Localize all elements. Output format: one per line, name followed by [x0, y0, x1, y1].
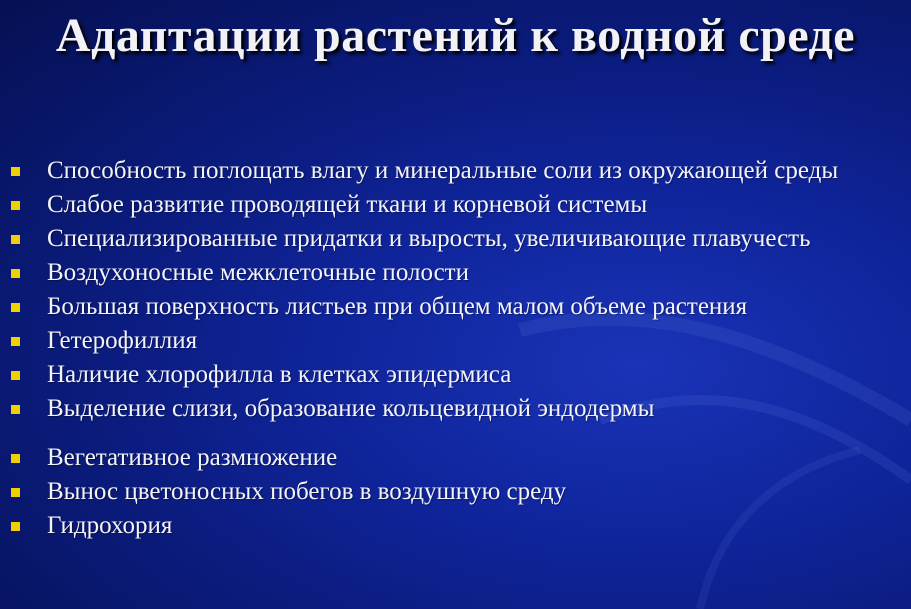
list-item-text: Слабое развитие проводящей ткани и корневой системы	[47, 191, 648, 218]
list-item-text: Выделение слизи, образование кольцевидной эндодермы	[47, 395, 655, 422]
bullet-list	[0, 157, 911, 546]
list-item-text: Вынос цветоносных побегов в воздушную среду	[47, 478, 567, 505]
square-bullet-icon	[11, 454, 20, 463]
list-item	[0, 293, 911, 320]
square-bullet-icon	[11, 235, 20, 244]
list-item-text: Способность поглощать влагу и минеральные соли из окружающей среды	[47, 157, 839, 184]
list-item-text: Гетерофиллия	[47, 327, 198, 354]
list-item	[0, 191, 911, 218]
square-bullet-icon	[11, 303, 20, 312]
list-item	[0, 361, 911, 388]
list-item-text: Гидрохория	[47, 512, 173, 539]
list-item	[0, 327, 911, 354]
list-item-text: Воздухоносные межклеточные полости	[47, 259, 469, 286]
list-item	[0, 157, 911, 184]
list-item	[0, 444, 911, 471]
list-item-text: Специализированные придатки и выросты, увеличивающие плавучесть	[47, 225, 811, 252]
list-item	[0, 395, 911, 422]
list-item-text: Наличие хлорофилла в клетках эпидермиса	[47, 361, 512, 388]
square-bullet-icon	[11, 405, 20, 414]
slide-title: Адаптации растений к водной среде	[55, 9, 856, 62]
square-bullet-icon	[11, 269, 20, 278]
square-bullet-icon	[11, 371, 20, 380]
list-item	[0, 225, 911, 252]
square-bullet-icon	[11, 201, 20, 210]
square-bullet-icon	[11, 522, 20, 531]
square-bullet-icon	[11, 488, 20, 497]
square-bullet-icon	[11, 167, 20, 176]
list-item-text: Большая поверхность листьев при общем малом объеме растения	[47, 293, 748, 320]
square-bullet-icon	[11, 337, 20, 346]
list-item-text: Вегетативное размножение	[47, 444, 338, 471]
list-item	[0, 478, 911, 505]
list-item	[0, 259, 911, 286]
list-item	[0, 512, 911, 539]
